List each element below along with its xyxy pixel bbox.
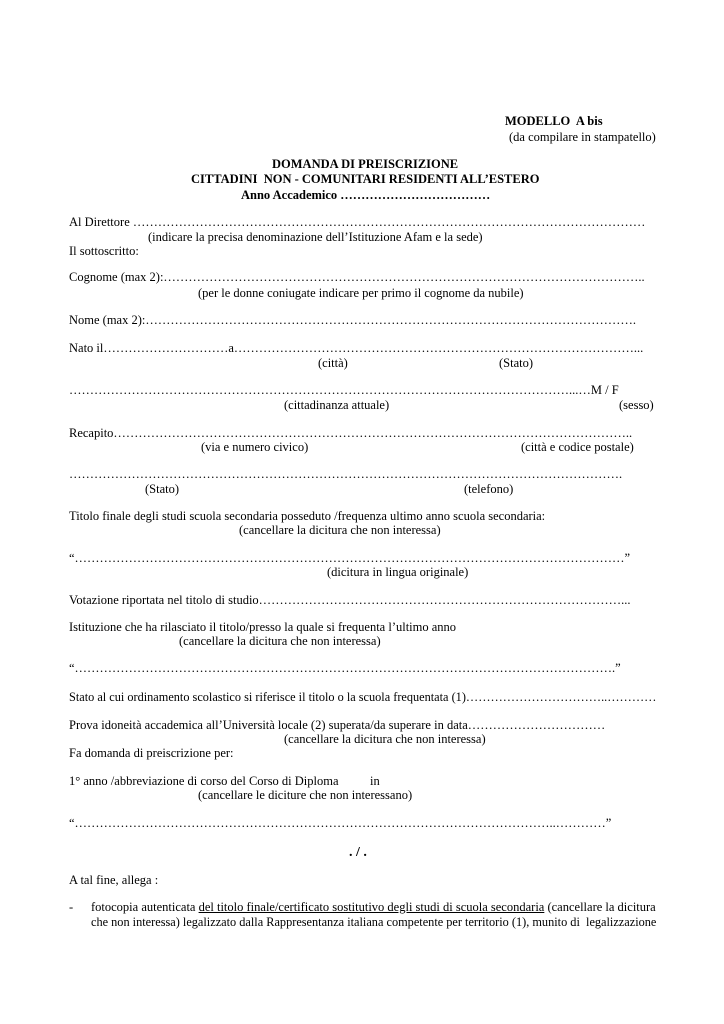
nato-stato-label: (Stato) xyxy=(499,356,534,370)
cittadinanza-field: …………………………………………………………………………………………………………...…M / F xyxy=(69,383,619,397)
titolo-field: “……………………………………………………………………………………………………………………” xyxy=(69,551,631,565)
nato-field: Nato il…………………………a……………………………………………………………………………………... xyxy=(69,341,644,355)
corso-field: “……………………………………………………………………………………………………..…………” xyxy=(69,816,612,830)
istituzione-field: “………………………………………………………………………………………………………………….” xyxy=(69,661,621,675)
in-label: in xyxy=(370,774,380,788)
stato-label: (Stato) xyxy=(145,482,180,496)
cognome-note: (per le donne coniugate indicare per primo il cognome da nubile) xyxy=(198,286,524,300)
nome-field: Nome (max 2):………………………………………………………………………………………………………. xyxy=(69,313,636,327)
direttore-field: Al Direttore …………………………………………………………………………………………………………… xyxy=(69,215,646,229)
compilare-note: (da compilare in stampatello) xyxy=(509,130,656,144)
stato-telefono-field: ……………………………………………………………………………………………………………………. xyxy=(69,467,623,481)
direttore-note: (indicare la precisa denominazione dell’Istituzione Afam e la sede) xyxy=(148,230,483,244)
dicitura-label: (dicitura in lingua originale) xyxy=(327,565,469,579)
prova-field: Prova idoneità accademica all’Università locale (2) superata/da superare in data…………………………… xyxy=(69,718,606,732)
titolo-label: Titolo finale degli studi scuola secondaria posseduto /frequenza ultimo anno scuola secondaria: xyxy=(69,509,546,523)
recapito-field: Recapito…………………………………………………………………………………………………………….. xyxy=(69,426,633,440)
anno-accademico: Anno Accademico ……………………………… xyxy=(241,188,491,202)
allegato-text-c: (cancellare la dicitura xyxy=(544,900,656,914)
title-cittadini: CITTADINI NON - COMUNITARI RESIDENTI ALL’ESTERO xyxy=(191,172,540,186)
allegato-fotocopia xyxy=(91,900,656,915)
nato-citta-label: (città) xyxy=(318,356,348,370)
title-preiscrizione: DOMANDA DI PREISCRIZIONE xyxy=(272,157,459,171)
modello-label: MODELLO A bis xyxy=(505,114,603,128)
sesso-label: (sesso) xyxy=(619,398,654,412)
titolo-note: (cancellare la dicitura che non interessa) xyxy=(239,523,441,537)
sottoscritto-label: Il sottoscritto: xyxy=(69,244,139,258)
page-separator: . / . xyxy=(349,845,367,860)
stato-ordinamento-field: Stato al cui ordinamento scolastico si riferisce il titolo o la scuola frequentata (1)……………………………..………… xyxy=(69,690,657,704)
votazione-field: Votazione riportata nel titolo di studio……………………………………………………………………………... xyxy=(69,593,631,607)
allegato-fotocopia-line2: che non interessa) legalizzato dalla Rappresentanza italiana competente per territorio (1), munito di legalizzazione xyxy=(91,915,657,929)
citta-cap-label: (città e codice postale) xyxy=(521,440,634,454)
anno-abbreviazione-label: 1° anno /abbreviazione di corso del Corso di Diploma xyxy=(69,774,339,788)
allegato-text-a: fotocopia autenticata xyxy=(91,900,199,914)
fa-domanda-label: Fa domanda di preiscrizione per: xyxy=(69,746,234,760)
telefono-label: (telefono) xyxy=(464,482,514,496)
cognome-field: Cognome (max 2):…………………………………………………………………………………………………….. xyxy=(69,270,645,284)
cittadinanza-label: (cittadinanza attuale) xyxy=(284,398,390,412)
bullet-dash: - xyxy=(69,900,74,914)
istituzione-label: Istituzione che ha rilasciato il titolo/presso la quale si frequenta l’ultimo anno xyxy=(69,620,457,634)
istituzione-note: (cancellare la dicitura che non interessa) xyxy=(179,634,381,648)
via-label: (via e numero civico) xyxy=(201,440,309,454)
anno-note: (cancellare le diciture che non interessano) xyxy=(198,788,413,802)
prova-note: (cancellare la dicitura che non interessa) xyxy=(284,732,486,746)
allegato-text-underlined: del titolo finale/certificato sostitutivo degli studi di scuola secondaria xyxy=(198,900,545,914)
allega-label: A tal fine, allega : xyxy=(69,873,159,887)
